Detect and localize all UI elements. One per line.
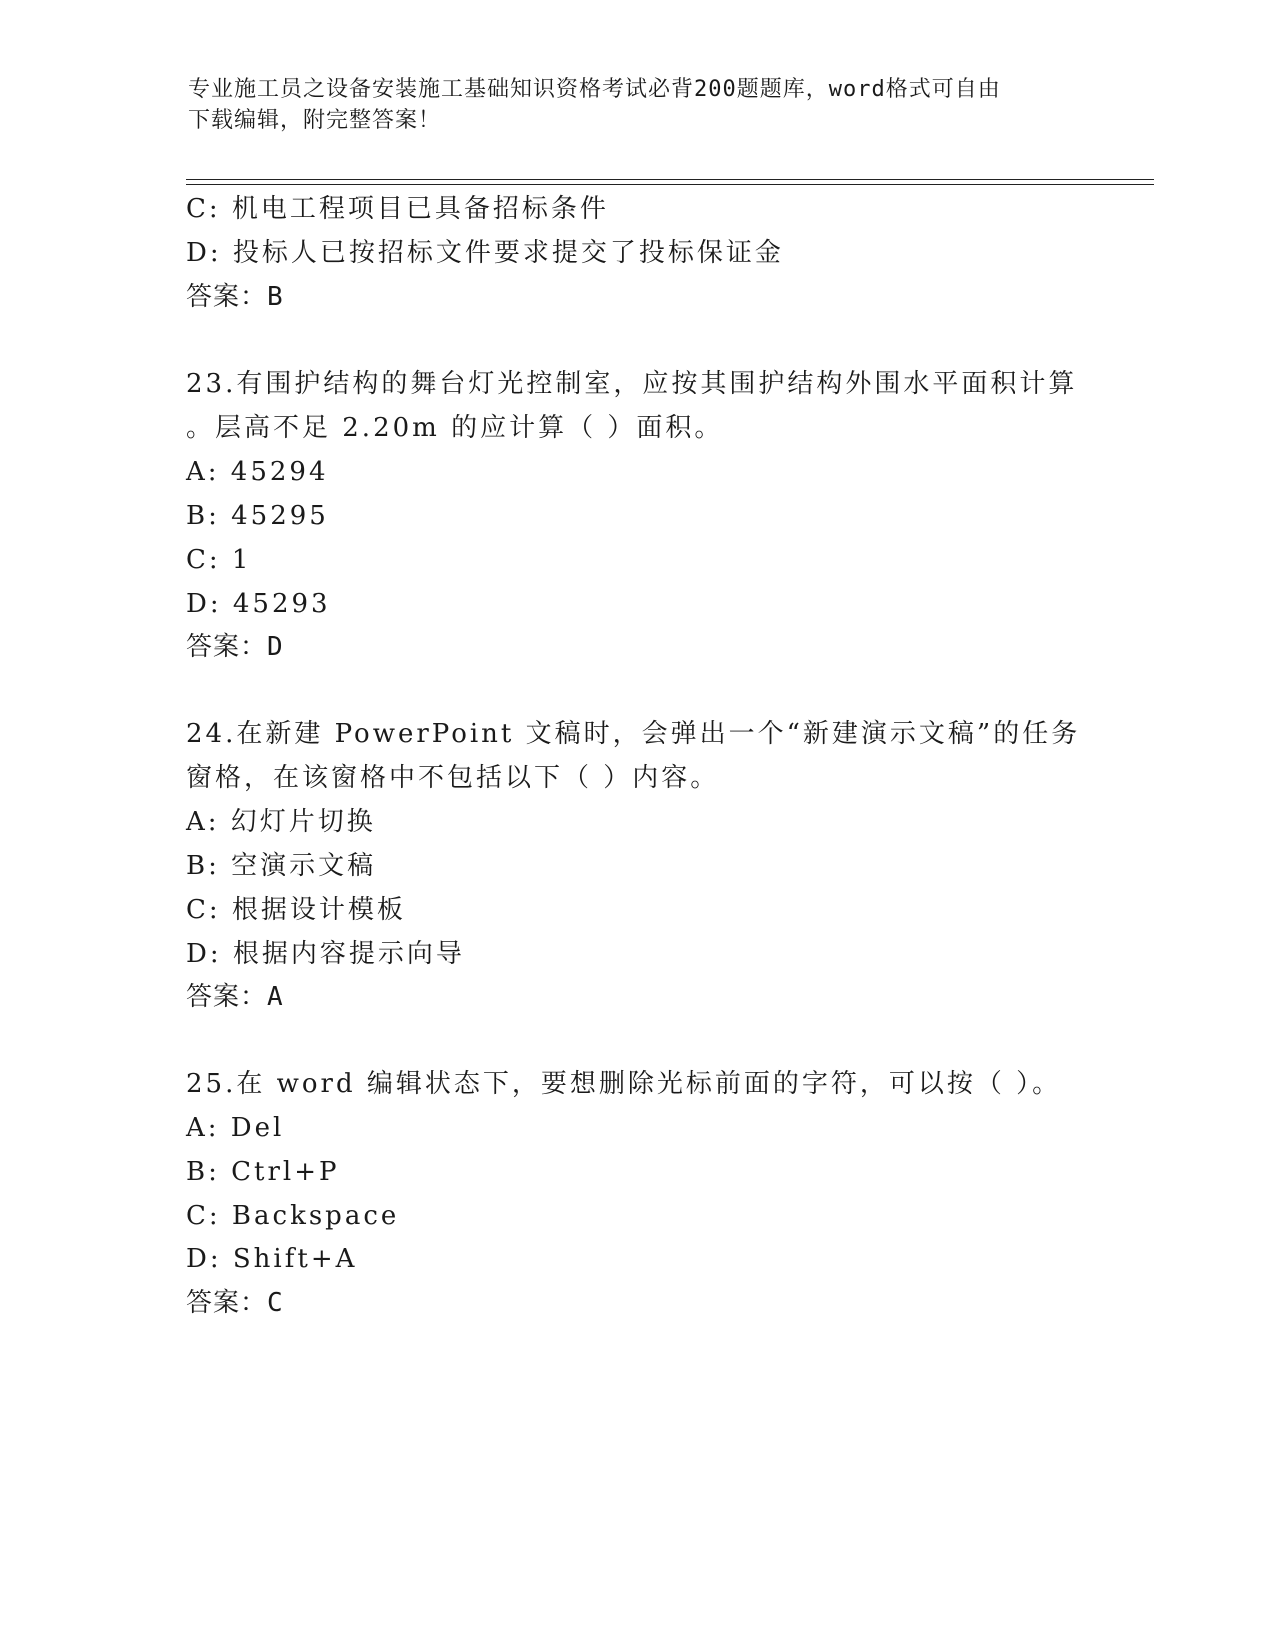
q22-option-d: D: 投标人已按招标文件要求提交了投标保证金 — [186, 238, 784, 268]
header-title-line-1: 专业施工员之设备安装施工基础知识资格考试必背200题题库，word格式可自由 — [188, 77, 1001, 102]
q23-answer: 答案：D — [186, 632, 284, 662]
q23-option-d: D: 45293 — [186, 589, 331, 619]
header-divider-top — [186, 179, 1154, 180]
q23-option-c: C: 1 — [186, 545, 252, 575]
q23-stem-line-1: 23.有围护结构的舞台灯光控制室，应按其围护结构外围水平面积计算 — [186, 369, 1078, 399]
q25-answer: 答案：C — [186, 1288, 284, 1318]
q23-stem-line-2: 。层高不足 2.20m 的应计算（ ）面积。 — [186, 413, 724, 443]
q25-option-c: C: Backspace — [186, 1201, 400, 1231]
q22-answer: 答案：B — [186, 282, 284, 312]
q24-stem-line-2: 窗格，在该窗格中不包括以下（ ）内容。 — [186, 763, 720, 793]
q24-option-d: D: 根据内容提示向导 — [186, 939, 465, 969]
q25-option-d: D: Shift+A — [186, 1244, 358, 1274]
q24-option-b: B: 空演示文稿 — [186, 851, 377, 881]
q25-option-a: A: Del — [186, 1113, 285, 1143]
header-divider-bottom — [186, 184, 1154, 185]
document-header — [188, 74, 1078, 136]
q25-stem-line-1: 25.在 word 编辑状态下，要想删除光标前面的字符，可以按（ ）。 — [186, 1069, 1062, 1099]
q23-option-b: B: 45295 — [186, 501, 329, 531]
q23-option-a: A: 45294 — [186, 457, 329, 487]
q22-option-c: C: 机电工程项目已具备招标条件 — [186, 194, 609, 224]
q24-option-a: A: 幻灯片切换 — [186, 807, 376, 837]
q24-stem-line-1: 24.在新建 PowerPoint 文稿时，会弹出一个“新建演示文稿”的任务 — [186, 719, 1081, 749]
header-title-line-2: 下载编辑，附完整答案！ — [188, 108, 442, 133]
q25-option-b: B: Ctrl+P — [186, 1157, 340, 1187]
q24-option-c: C: 根据设计模板 — [186, 895, 406, 925]
q24-answer: 答案：A — [186, 982, 284, 1012]
